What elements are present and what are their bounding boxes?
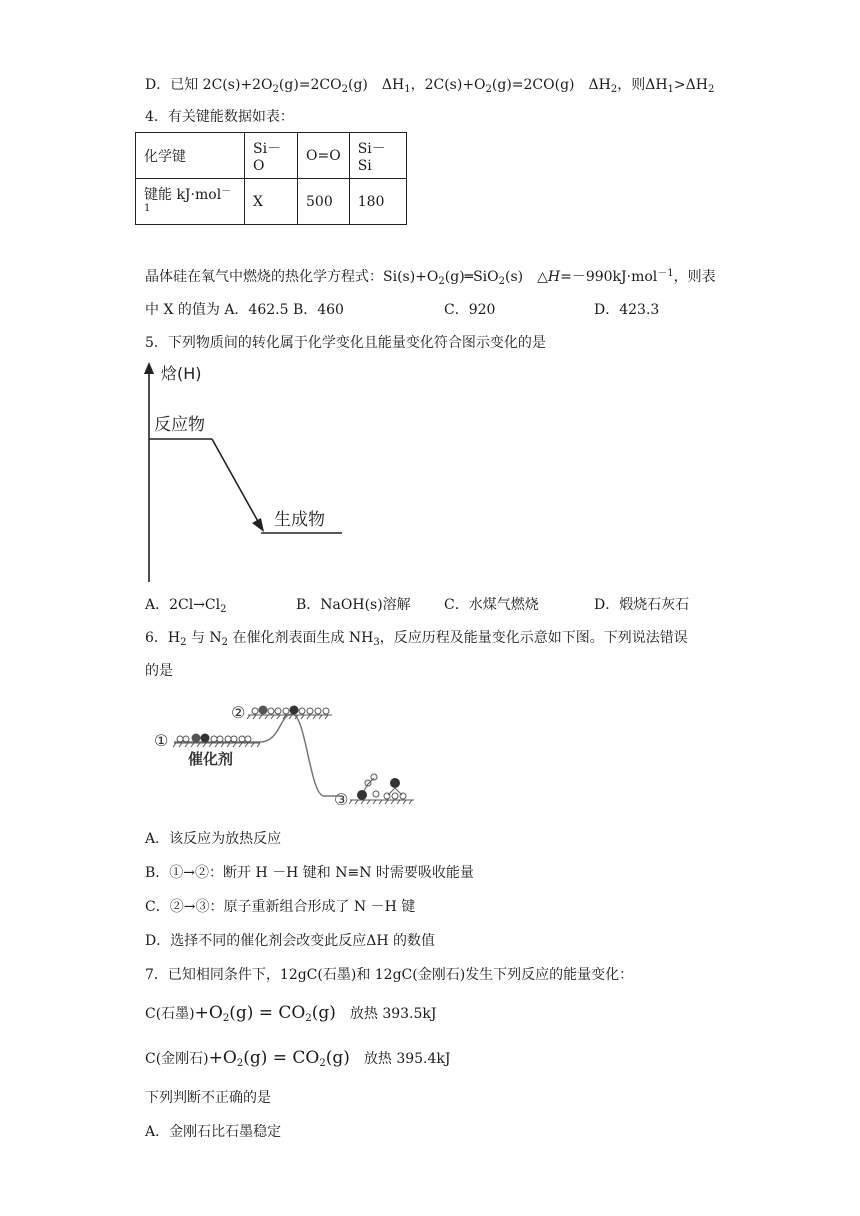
- table-header-cell: Si－O: [245, 133, 298, 179]
- q3-option-d: D．已知 $2C(s)+2O_2(g)=2CO_2(g)$ $\Delta H_1$，$2C(s)+O_2(g)=2CO(g)$ $\Delta H_2$，则$\Delta H_1>\Delta H_2$: [145, 77, 715, 95]
- q6-option-b[interactable]: B．①→②：断开 H －H 键和 N≡N 时需要吸收能量: [145, 865, 474, 881]
- table-row-label: 键能 kJ·mol$^{-1}$: [136, 179, 245, 225]
- q4-option-d[interactable]: D．423.3: [594, 302, 660, 318]
- reaction-arrow-icon: [252, 518, 264, 532]
- ammonia-molecules-state-3: [357, 774, 406, 800]
- q6-stem: 6．$H_2$ 与 $N_2$ 在催化剂表面生成 $NH_3$，反应历程及能量变化示意如下图。下列说法错误: [145, 630, 688, 648]
- molecules-state-1: [177, 734, 251, 743]
- y-axis-label: 焓(H): [161, 364, 202, 383]
- q6-stem-line2: 的是: [145, 663, 173, 679]
- table-row: [136, 179, 407, 225]
- q5-stem: 5．下列物质间的转化属于化学变化且能量变化符合图示变化的是: [145, 335, 546, 351]
- q5-option-a[interactable]: A．$2Cl\to Cl_2$: [145, 597, 227, 615]
- enthalpy-diagram: [140, 358, 360, 586]
- q5-option-d[interactable]: D．煅烧石灰石: [594, 597, 690, 613]
- table-cell: 180: [349, 179, 406, 225]
- table-cell: X: [245, 179, 298, 225]
- reactant-label: 反应物: [154, 415, 205, 435]
- catalyst-surface-2: [247, 715, 332, 719]
- q7-judge-prompt: 下列判断不正确的是: [145, 1090, 271, 1106]
- q6-option-c[interactable]: C．②→③：原子重新组合形成了 N －H 键: [145, 899, 416, 915]
- q5-option-b[interactable]: B．NaOH(s)溶解: [296, 597, 411, 613]
- table-header-row: [136, 133, 407, 179]
- reaction-path-line: [212, 439, 260, 525]
- q7-equation-graphite: C(石墨)$+O_2(g) = CO_2(g)$ 放热 393.5kJ: [145, 1003, 437, 1024]
- atoms-state-2: [252, 706, 329, 715]
- q5-option-c[interactable]: C．水煤气燃烧: [444, 597, 539, 613]
- table-header-cell: Si－Si: [349, 133, 406, 179]
- table-header-cell: 化学键: [136, 133, 245, 179]
- table-cell: 500: [298, 179, 350, 225]
- state-2-label: ②: [231, 703, 246, 722]
- product-label: 生成物: [274, 510, 325, 530]
- table-header-cell: O=O: [298, 133, 350, 179]
- q6-option-a[interactable]: A．该反应为放热反应: [145, 831, 282, 847]
- catalyst-label: 催化剂: [188, 750, 234, 768]
- q6-option-d[interactable]: D．选择不同的催化剂会改变此反应ΔH 的数值: [145, 933, 435, 949]
- q7-stem: 7．已知相同条件下，12gC(石墨)和 12gC(金刚石)发生下列反应的能量变化：: [145, 967, 634, 983]
- catalyst-surface-1: [173, 743, 260, 747]
- state-3-label: ③: [334, 790, 349, 809]
- q4-option-c[interactable]: C．920: [444, 302, 496, 318]
- q4-description: 晶体硅在氧气中燃烧的热化学方程式：$Si(s)+O_2(g)═SiO_2(s)$ △H=－990kJ·mol$^{-1}$，则表: [145, 268, 716, 287]
- state-1-label: ①: [154, 731, 169, 750]
- catalyst-reaction-diagram: [152, 696, 422, 812]
- bond-energy-table: [135, 132, 407, 225]
- catalyst-surface-3: [349, 800, 414, 804]
- q4-options-line: 中 X 的值为 A．462.5 B．460: [145, 302, 344, 318]
- q7-equation-diamond: C(金刚石)$+O_2(g) = CO_2(g)$ 放热 395.4kJ: [145, 1048, 451, 1069]
- y-axis-arrow-icon: [144, 362, 154, 374]
- q7-option-a[interactable]: A．金刚石比石墨稳定: [145, 1124, 282, 1140]
- q4-stem: 4．有关键能数据如表：: [145, 109, 294, 125]
